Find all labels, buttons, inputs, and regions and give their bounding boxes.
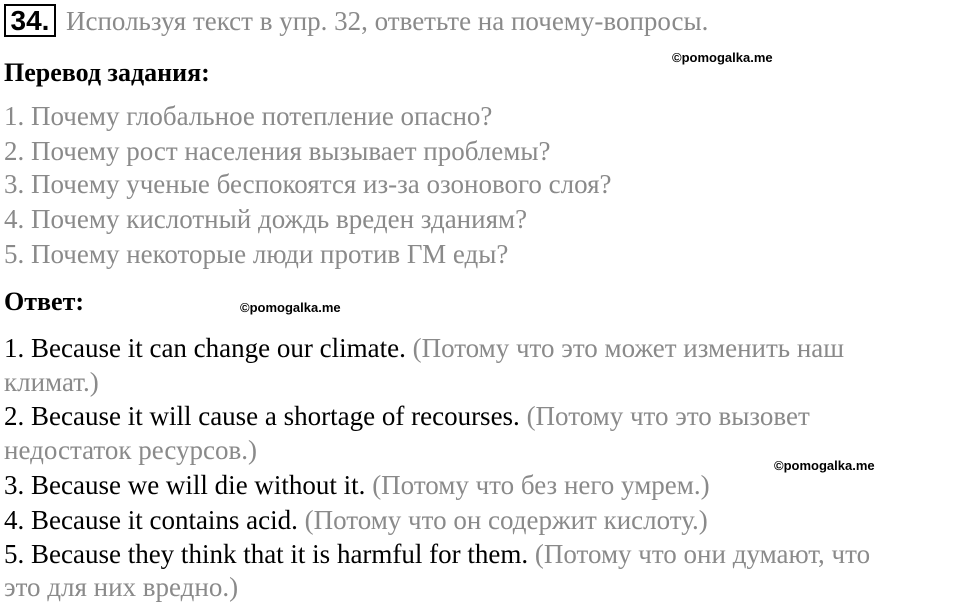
answer-2-line-2: недостаток ресурсов.): [4, 435, 257, 465]
question-3: 3. Почему ученые беспокоятся из-за озонового слоя?: [4, 169, 612, 199]
question-5: 5. Почему некоторые люди против ГМ еды?: [4, 239, 509, 269]
question-2: 2. Почему рост населения вызывает проблемы?: [4, 136, 551, 166]
answer-3-russian: (Потому что без него умрем.): [365, 470, 710, 500]
answer-5-russian: (Потому что они думают, что: [528, 539, 871, 569]
answer-4-line-1: [4, 504, 708, 536]
answer-1-russian: (Потому что это может изменить наш: [405, 333, 845, 363]
exercise-number: 34.: [4, 4, 56, 37]
answer-heading: Ответ:: [4, 287, 85, 316]
answer-4-english: 4. Because it contains acid.: [4, 505, 298, 535]
answer-1-english: 1. Because it can change our climate.: [4, 333, 406, 363]
answer-5-english: 5. Because they think that it is harmful for them.: [4, 539, 529, 569]
question-1: 1. Почему глобальное потепление опасно?: [4, 101, 493, 131]
answer-3-line-1: [4, 469, 710, 501]
question-4: 4. Почему кислотный дождь вреден зданиям?: [4, 204, 528, 234]
answer-1-line-2: климат.): [4, 367, 99, 397]
answer-4-russian: (Потому что он содержит кислоту.): [297, 505, 708, 535]
exercise-instruction: Используя текст в упр. 32, ответьте на почему-вопросы.: [66, 6, 709, 36]
answer-2-line-1: [4, 400, 810, 432]
answer-5-line-1: [4, 538, 870, 570]
watermark: ©pomogalka.me: [672, 50, 773, 65]
answer-3-english: 3. Because we will die without it.: [4, 470, 366, 500]
answer-1-line-1: [4, 332, 844, 364]
translation-heading: Перевод задания:: [4, 58, 210, 87]
answer-2-english: 2. Because it will cause a shortage of recourses.: [4, 401, 520, 431]
watermark: ©pomogalka.me: [774, 458, 875, 473]
answer-2-russian: (Потому что это вызовет: [519, 401, 810, 431]
answer-5-line-2: это для них вредно.): [4, 572, 239, 602]
watermark: ©pomogalka.me: [240, 300, 341, 315]
